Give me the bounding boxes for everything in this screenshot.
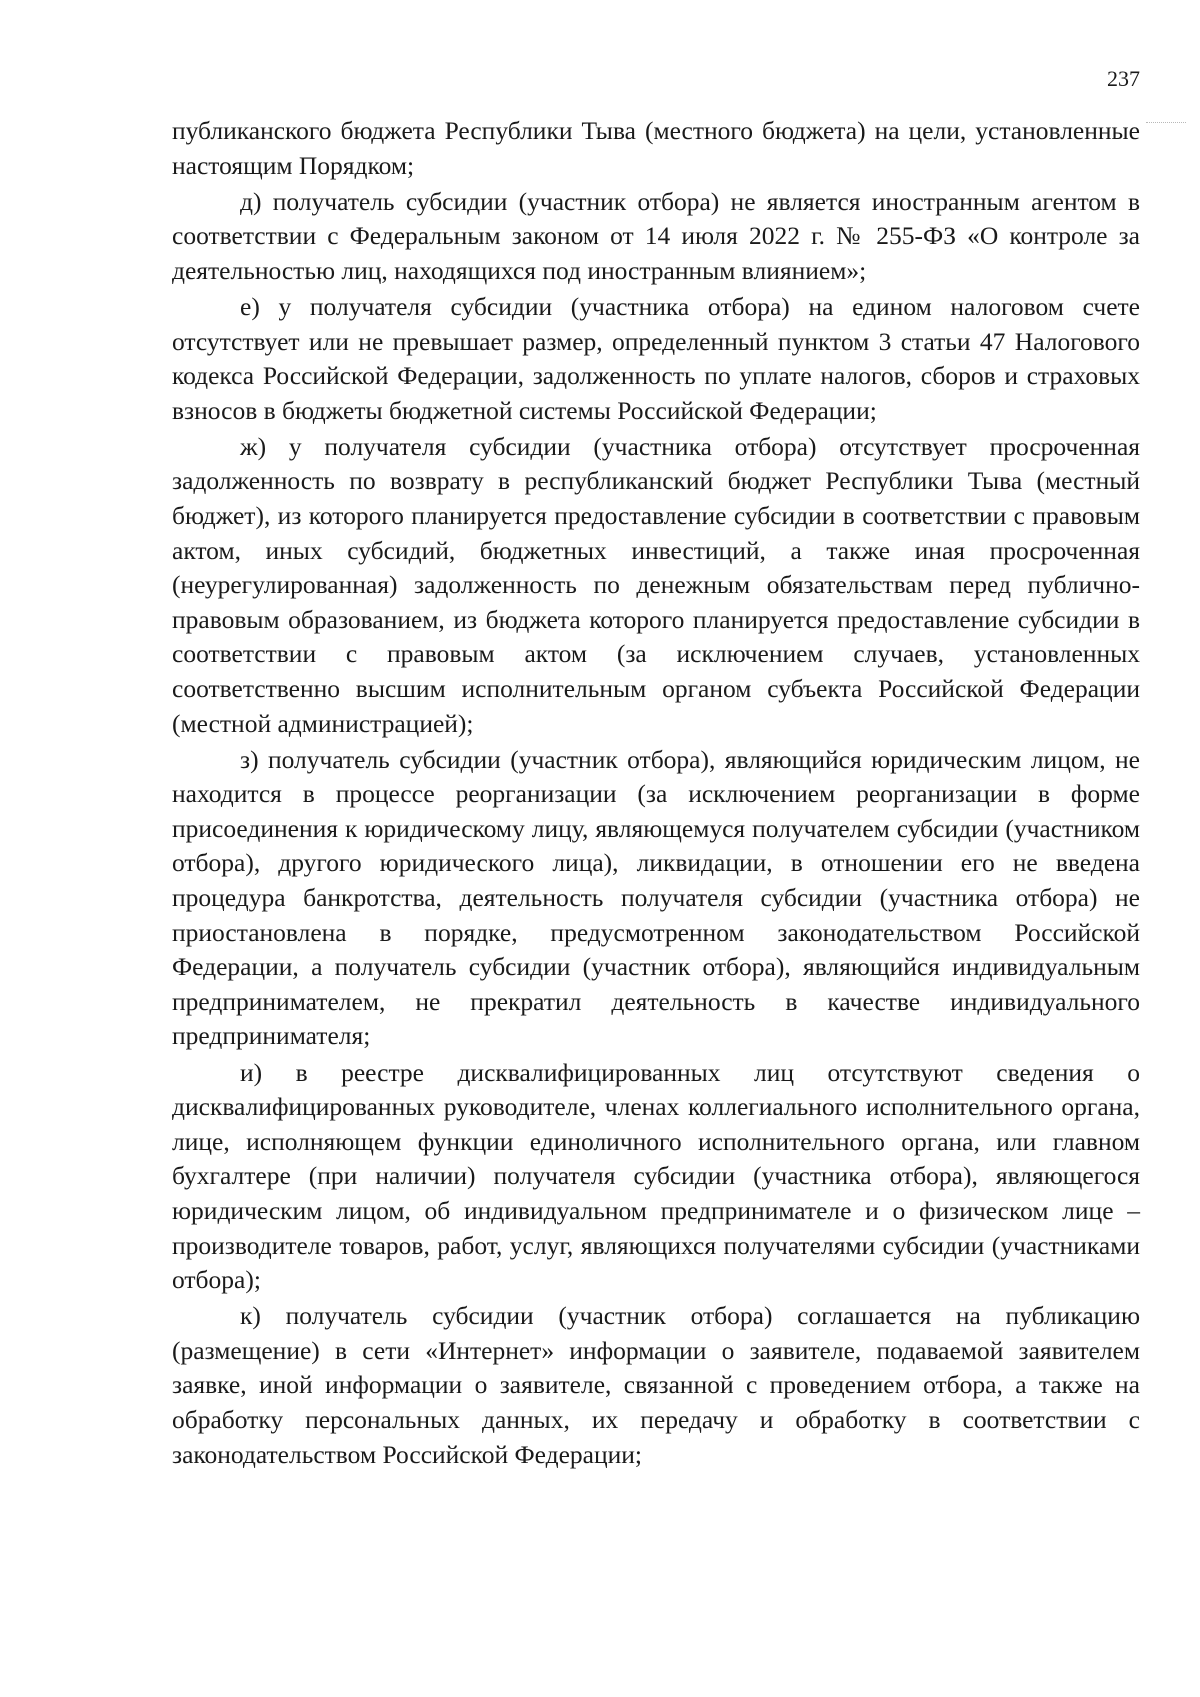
paragraph-zh: ж) у получателя субсидии (участника отбора) отсутствует просроченная задолженность по возврату в республиканский бюджет Республики Тыва (местный бюджет), из которого планируется предоставление субсидии в соответствии с правовым актом, иных субсидий, бюджетных инвестиций, а также иная просроченная (неурегулированная) задолженность по денежным обязательствам перед публично-правовым образованием, из бюджета которого планируется предоставление субсидии в соответствии с правовым актом (за исключением случаев, установленных соответственно высшим исполнительным органом субъекта Российской Федерации (местной администрацией); <box>172 431 1140 738</box>
paragraph-d: д) получатель субсидии (участник отбора) не является иностранным агентом в соответствии с Федеральным законом от 14 июля 2022 г. № 255-ФЗ «О контроле за деятельностью лиц, находящихся под иностранным влиянием»; <box>172 186 1140 285</box>
page-number: 237 <box>1107 66 1140 91</box>
paragraph-z: з) получатель субсидии (участник отбора), являющийся юридическим лицом, не находится в процессе реорганизации (за исключением реорганизации в форме присоединения к юридическому лицу, являющемуся получателем субсидии (участником отбора), другого юридического лица), ликвидации, в отношении его не введена процедура банкротства, деятельность получателя субсидии (участника отбора) не приостановлена в порядке, предусмотренном законодательством Российской Федерации, а получатель субсидии (участник отбора), являющийся индивидуальным предпринимателем, не прекратил деятельность в качестве индивидуального предпринимателя; <box>172 744 1140 1051</box>
scan-artifact <box>1146 122 1186 125</box>
document-body <box>172 114 1140 1474</box>
paragraph-i: и) в реестре дисквалифицированных лиц отсутствуют сведения о дисквалифицированных руководителе, членах коллегиального исполнительного органа, лице, исполняющем функции единоличного исполнительного органа, или главном бухгалтере (при наличии) получателя субсидии (участника отбора), являющегося юридическим лицом, об индивидуальном предпринимателе и о физическом лице – производителе товаров, работ, услуг, являющихся получателями субсидии (участниками отбора); <box>172 1057 1140 1295</box>
paragraph-continuation: публиканского бюджета Республики Тыва (местного бюджета) на цели, установленные настоящим Порядком; <box>172 116 1140 180</box>
paragraph-k: к) получатель субсидии (участник отбора) соглашается на публикацию (размещение) в сети «Интернет» информации о заявителе, подаваемой заявителем заявке, иной информации о заявителе, связанной с проведением отбора, а также на обработку персональных данных, их передачу и обработку в соответствии с законодательством Российской Федерации; <box>172 1301 1140 1469</box>
paragraph-e: е) у получателя субсидии (участника отбора) на едином налоговом счете отсутствует или не превышает размер, определенный пунктом 3 статьи 47 Налогового кодекса Российской Федерации, задолженность по уплате налогов, сборов и страховых взносов в бюджеты бюджетной системы Российской Федерации; <box>172 291 1140 425</box>
